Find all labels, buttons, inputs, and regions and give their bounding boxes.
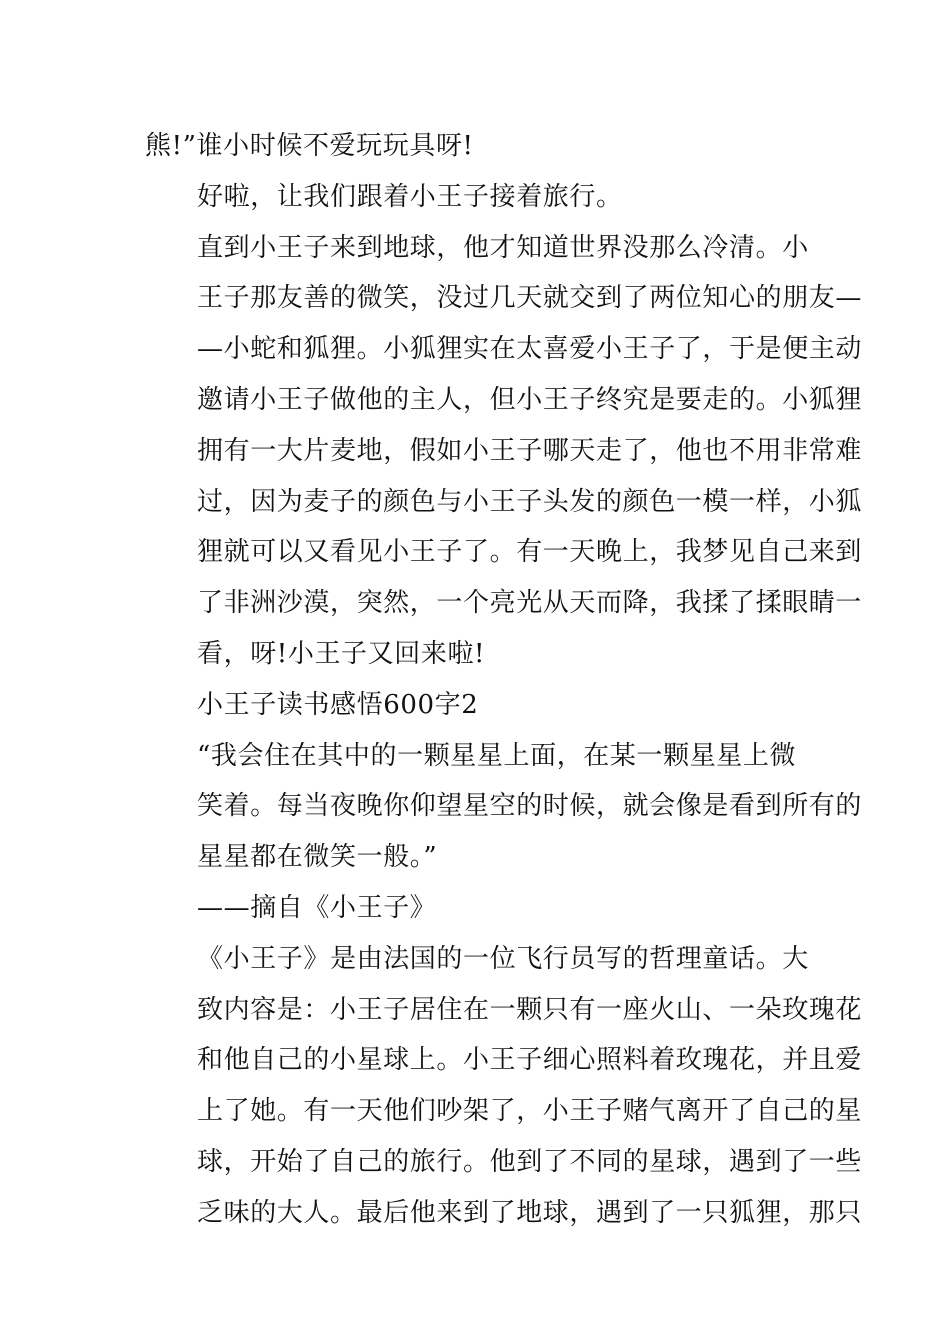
paragraph-teddy-bear <box>145 121 810 172</box>
text-line: 小王子读书感悟600字2 <box>197 689 479 720</box>
document-body <box>145 121 863 1239</box>
text-line: —小蛇和狐狸。小狐狸实在太喜爱小王子了，于是便主动 <box>197 334 863 365</box>
text-line: ——摘自《小王子》 <box>197 892 437 923</box>
text-line: 熊!”谁小时候不爱玩玩具呀! <box>145 131 474 161</box>
text-line: 邀请小王子做他的主人，但小王子终究是要走的。小狐狸 <box>197 384 863 415</box>
text-line: 球，开始了自己的旅行。他到了不同的星球，遇到了一些 <box>197 1146 863 1177</box>
paragraph-continue-journey <box>145 172 810 223</box>
text-line: “我会住在其中的一颗星星上面，在某一颗星星上微 <box>197 740 797 771</box>
text-line: 直到小王子来到地球，他才知道世界没那么冷清。小 <box>197 232 809 263</box>
paragraph-book-summary <box>145 934 863 1239</box>
text-line: 了非洲沙漠，突然，一个亮光从天而降，我揉了揉眼睛一 <box>197 588 863 619</box>
quote-attribution <box>145 883 810 934</box>
text-line: 上了她。有一天他们吵架了，小王子赌气离开了自己的星 <box>197 1096 863 1127</box>
text-line: 乏味的大人。最后他来到了地球，遇到了一只狐狸，那只 <box>197 1197 863 1228</box>
text-line: 星星都在微笑一般。” <box>197 842 438 873</box>
text-line: 和他自己的小星球上。小王子细心照料着玫瑰花，并且爱 <box>197 1045 863 1076</box>
text-line: 拥有一大片麦地，假如小王子哪天走了，他也不用非常难 <box>197 435 863 466</box>
text-line: 狸就可以又看见小王子了。有一天晚上，我梦见自己来到 <box>197 537 863 568</box>
text-line: 看，呀!小王子又回来啦! <box>197 638 486 669</box>
paragraph-quote <box>145 731 863 883</box>
text-line: 《小王子》是由法国的一位飞行员写的哲理童话。大 <box>197 943 809 974</box>
text-line: 好啦，让我们跟着小王子接着旅行。 <box>197 181 623 212</box>
text-line: 王子那友善的微笑，没过几天就交到了两位知心的朋友— <box>197 283 863 314</box>
text-line: 过，因为麦子的颜色与小王子头发的颜色一模一样，小狐 <box>197 486 863 517</box>
section-heading <box>145 680 810 731</box>
text-line: 笑着。每当夜晚你仰望星空的时候，就会像是看到所有的 <box>197 791 863 822</box>
text-line: 致内容是：小王子居住在一颗只有一座火山、一朵玫瑰花 <box>197 994 863 1025</box>
paragraph-earth-friends <box>145 223 863 680</box>
